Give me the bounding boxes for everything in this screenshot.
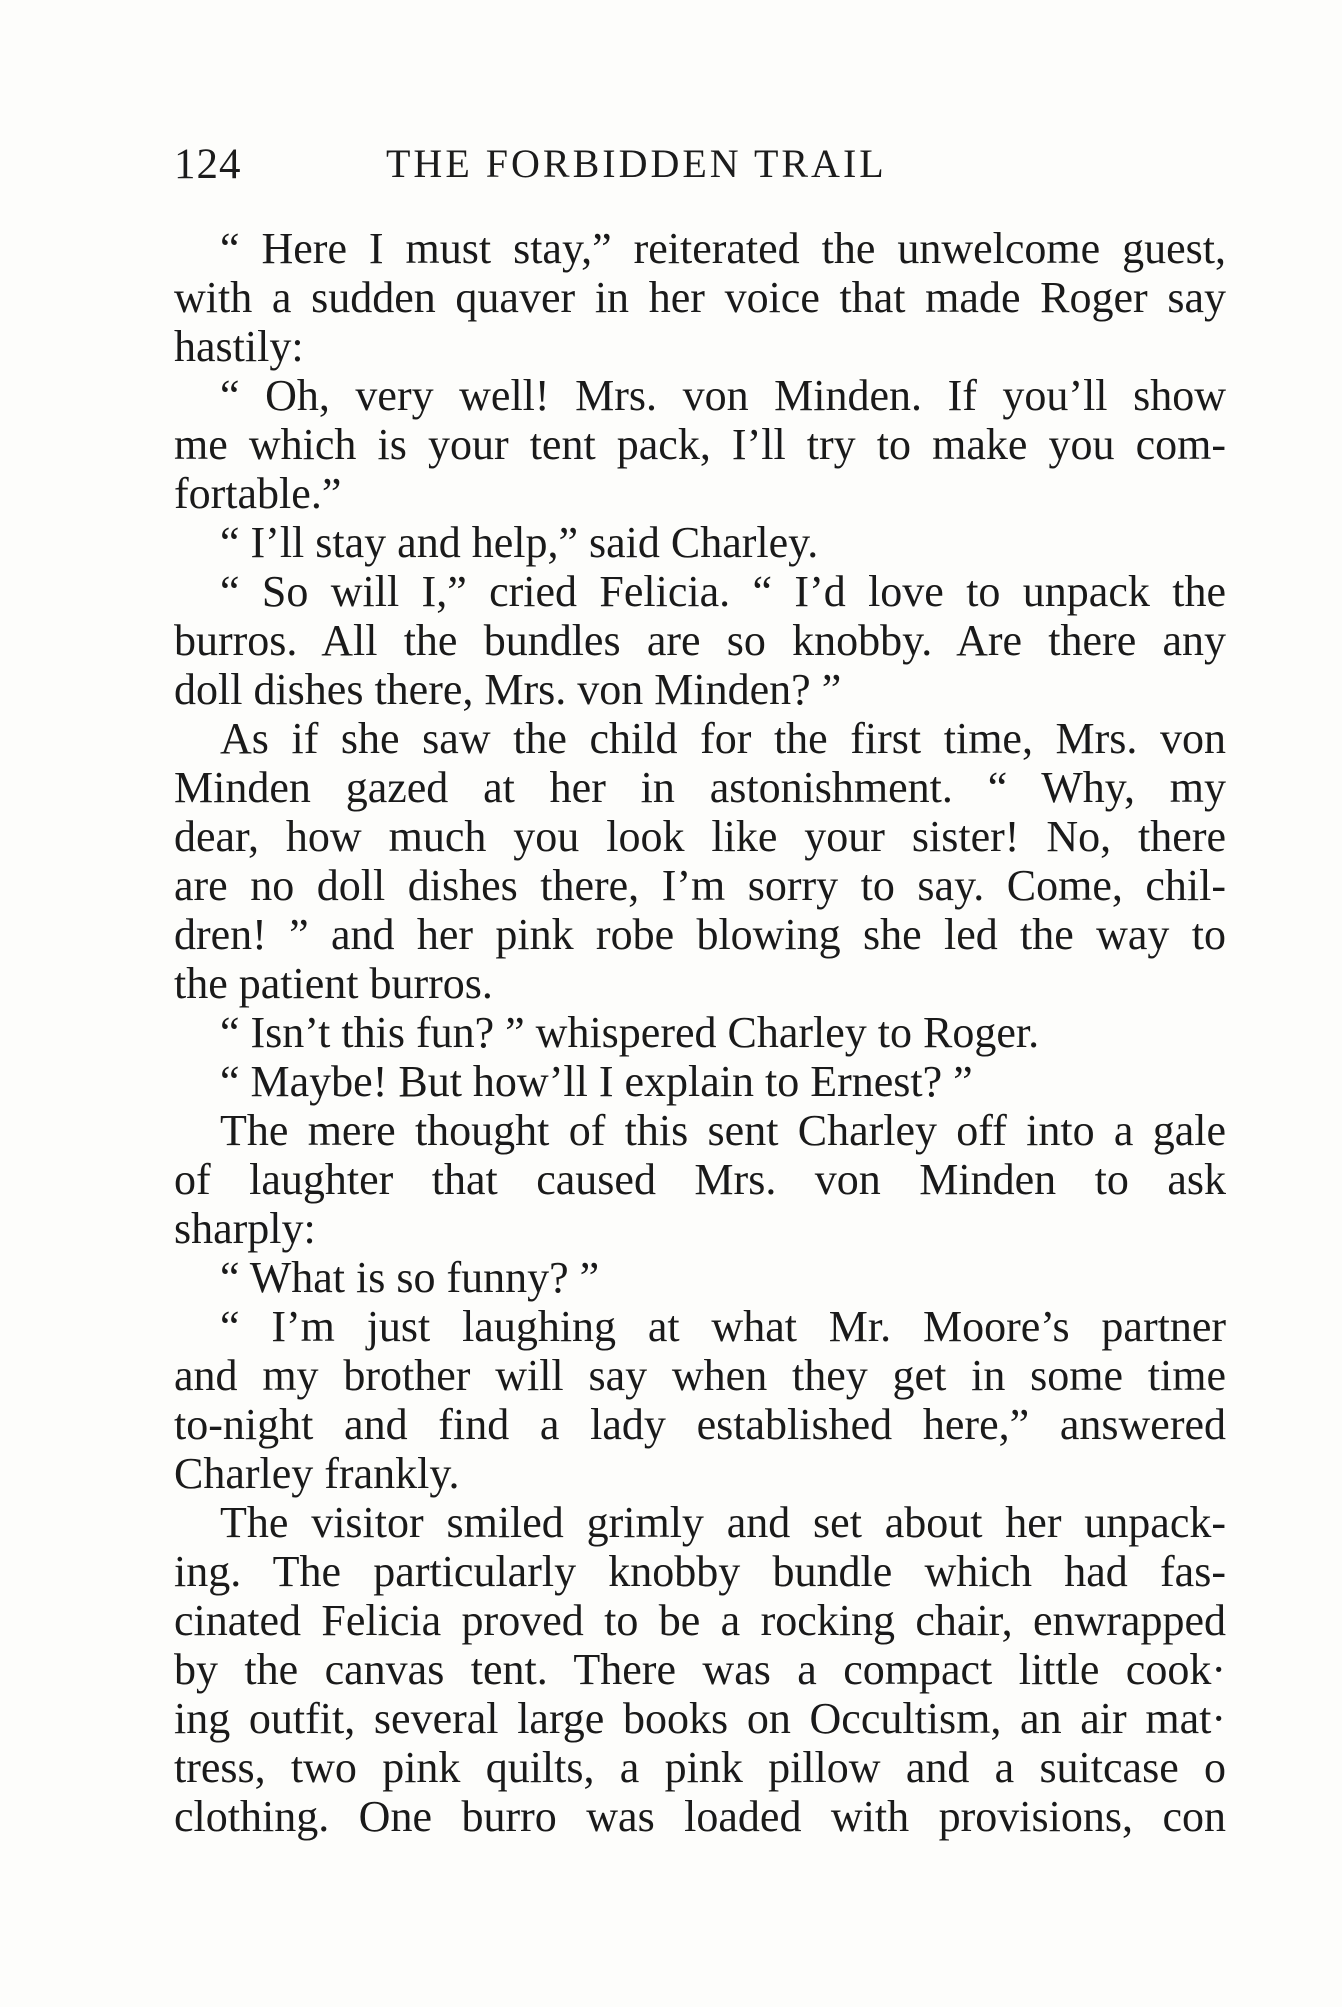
text-line: “ So will I,” cried Felicia. “ I’d love to unpack the	[220, 567, 1226, 616]
text-line: are no doll dishes there, I’m sorry to say. Come, chil-	[174, 861, 1226, 910]
text-line: Charley frankly.	[174, 1449, 460, 1498]
page-header	[174, 140, 1044, 210]
text-line: The mere thought of this sent Charley off into a gale	[220, 1106, 1226, 1155]
text-line: hastily:	[174, 322, 304, 371]
text-line: Minden gazed at her in astonishment. “ Why, my	[174, 763, 1226, 812]
text-line: ing outfit, several large books on Occultism, an air mat·	[174, 1694, 1226, 1743]
text-line: dear, how much you look like your sister! No, there	[174, 812, 1226, 861]
text-line: and my brother will say when they get in some time	[174, 1351, 1226, 1400]
text-line: doll dishes there, Mrs. von Minden? ”	[174, 665, 842, 714]
text-line: of laughter that caused Mrs. von Minden to ask	[174, 1155, 1226, 1204]
text-line: sharply:	[174, 1204, 316, 1253]
text-line: cinated Felicia proved to be a rocking chair, enwrapped	[174, 1596, 1226, 1645]
text-line: to-night and find a lady established here,” answered	[174, 1400, 1226, 1449]
text-line: burros. All the bundles are so knobby. Are there any	[174, 616, 1226, 665]
text-line: fortable.”	[174, 469, 342, 518]
text-line: with a sudden quaver in her voice that made Roger say	[174, 273, 1226, 322]
page-number: 124	[174, 141, 242, 188]
text-line: “ Here I must stay,” reiterated the unwelcome guest,	[220, 224, 1226, 273]
text-line: clothing. One burro was loaded with provisions, con	[174, 1792, 1226, 1841]
text-line: ing. The particularly knobby bundle which had fas-	[174, 1547, 1226, 1596]
text-line: The visitor smiled grimly and set about her unpack-	[220, 1498, 1226, 1547]
text-line: me which is your tent pack, I’ll try to make you com-	[174, 420, 1226, 469]
text-line: the patient burros.	[174, 959, 493, 1008]
text-line: tress, two pink quilts, a pink pillow and a suitcase o	[174, 1743, 1226, 1792]
text-line: “ I’ll stay and help,” said Charley.	[220, 518, 819, 567]
text-line: “ Oh, very well! Mrs. von Minden. If you’ll show	[220, 371, 1226, 420]
text-line: “ Maybe! But how’ll I explain to Ernest? ”	[220, 1057, 973, 1106]
text-line: dren! ” and her pink robe blowing she led the way to	[174, 910, 1226, 959]
text-line: by the canvas tent. There was a compact little cook·	[174, 1645, 1226, 1694]
body-text	[174, 224, 1226, 1841]
text-line: As if she saw the child for the first time, Mrs. von	[220, 714, 1226, 763]
running-title: THE FORBIDDEN TRAIL	[386, 141, 887, 186]
text-line: “ What is so funny? ”	[220, 1253, 600, 1302]
text-line: “ I’m just laughing at what Mr. Moore’s partner	[220, 1302, 1226, 1351]
text-line: “ Isn’t this fun? ” whispered Charley to Roger.	[220, 1008, 1040, 1057]
